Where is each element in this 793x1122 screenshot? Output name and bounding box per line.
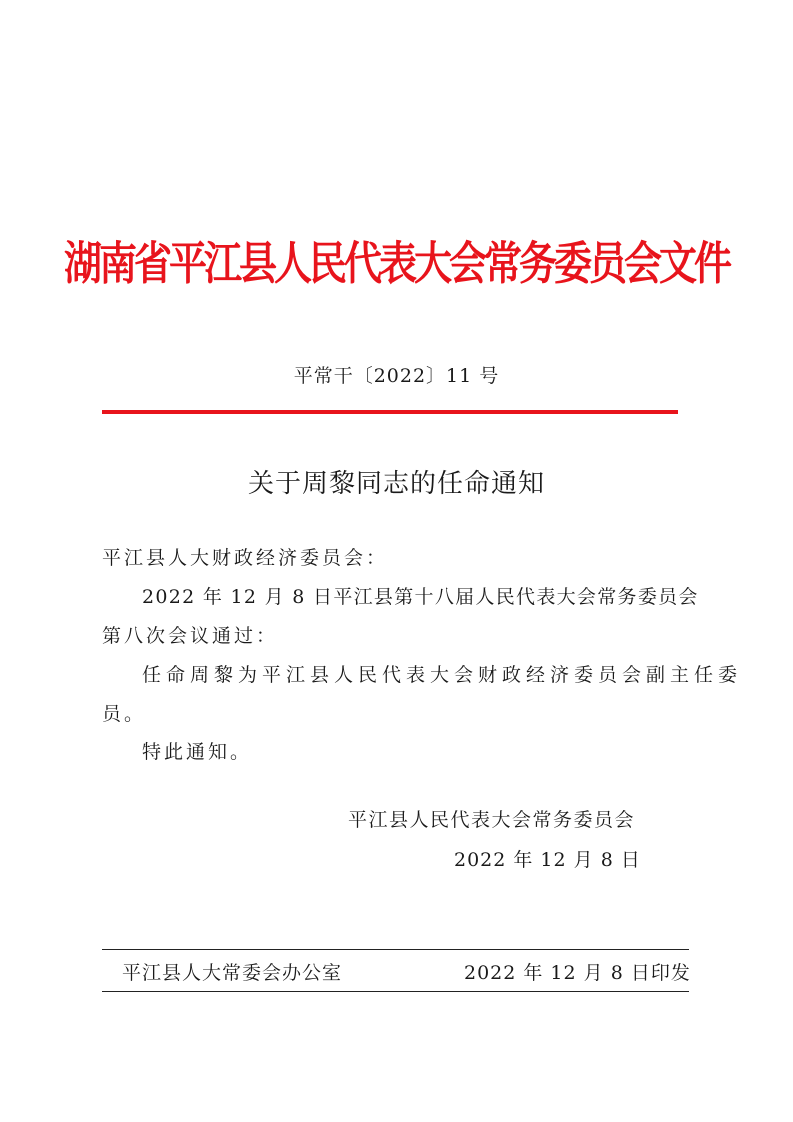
paragraph-2-line-2: 员。 — [102, 703, 147, 725]
document-number: 平常干〔2022〕11 号 — [293, 365, 500, 387]
footer-print-date: 2022 年 12 月 8 日印发 — [464, 962, 691, 984]
paragraph-1-line-1: 2022 年 12 月 8 日平江县第十八届人民代表大会常务委员会 — [142, 586, 699, 608]
paragraph-3: 特此通知。 — [142, 741, 253, 763]
paragraph-1-line-2: 第八次会议通过： — [102, 625, 279, 647]
footer-top-rule — [102, 949, 689, 950]
signature-organization: 平江县人民代表大会常务委员会 — [348, 809, 636, 831]
header-red-divider — [102, 410, 678, 414]
org-header-title: 湖南省平江县人民代表大会常务委员会文件 — [63, 235, 729, 290]
recipient-line: 平江县人大财政经济委员会： — [102, 547, 389, 569]
signature-date: 2022 年 12 月 8 日 — [454, 849, 641, 871]
footer-issuer: 平江县人大常委会办公室 — [122, 962, 343, 984]
document-title: 关于周黎同志的任命通知 — [247, 469, 545, 499]
paragraph-2-line-1: 任命周黎为平江县人民代表大会财政经济委员会副主任委 — [142, 664, 743, 686]
footer-bottom-rule — [102, 991, 689, 992]
